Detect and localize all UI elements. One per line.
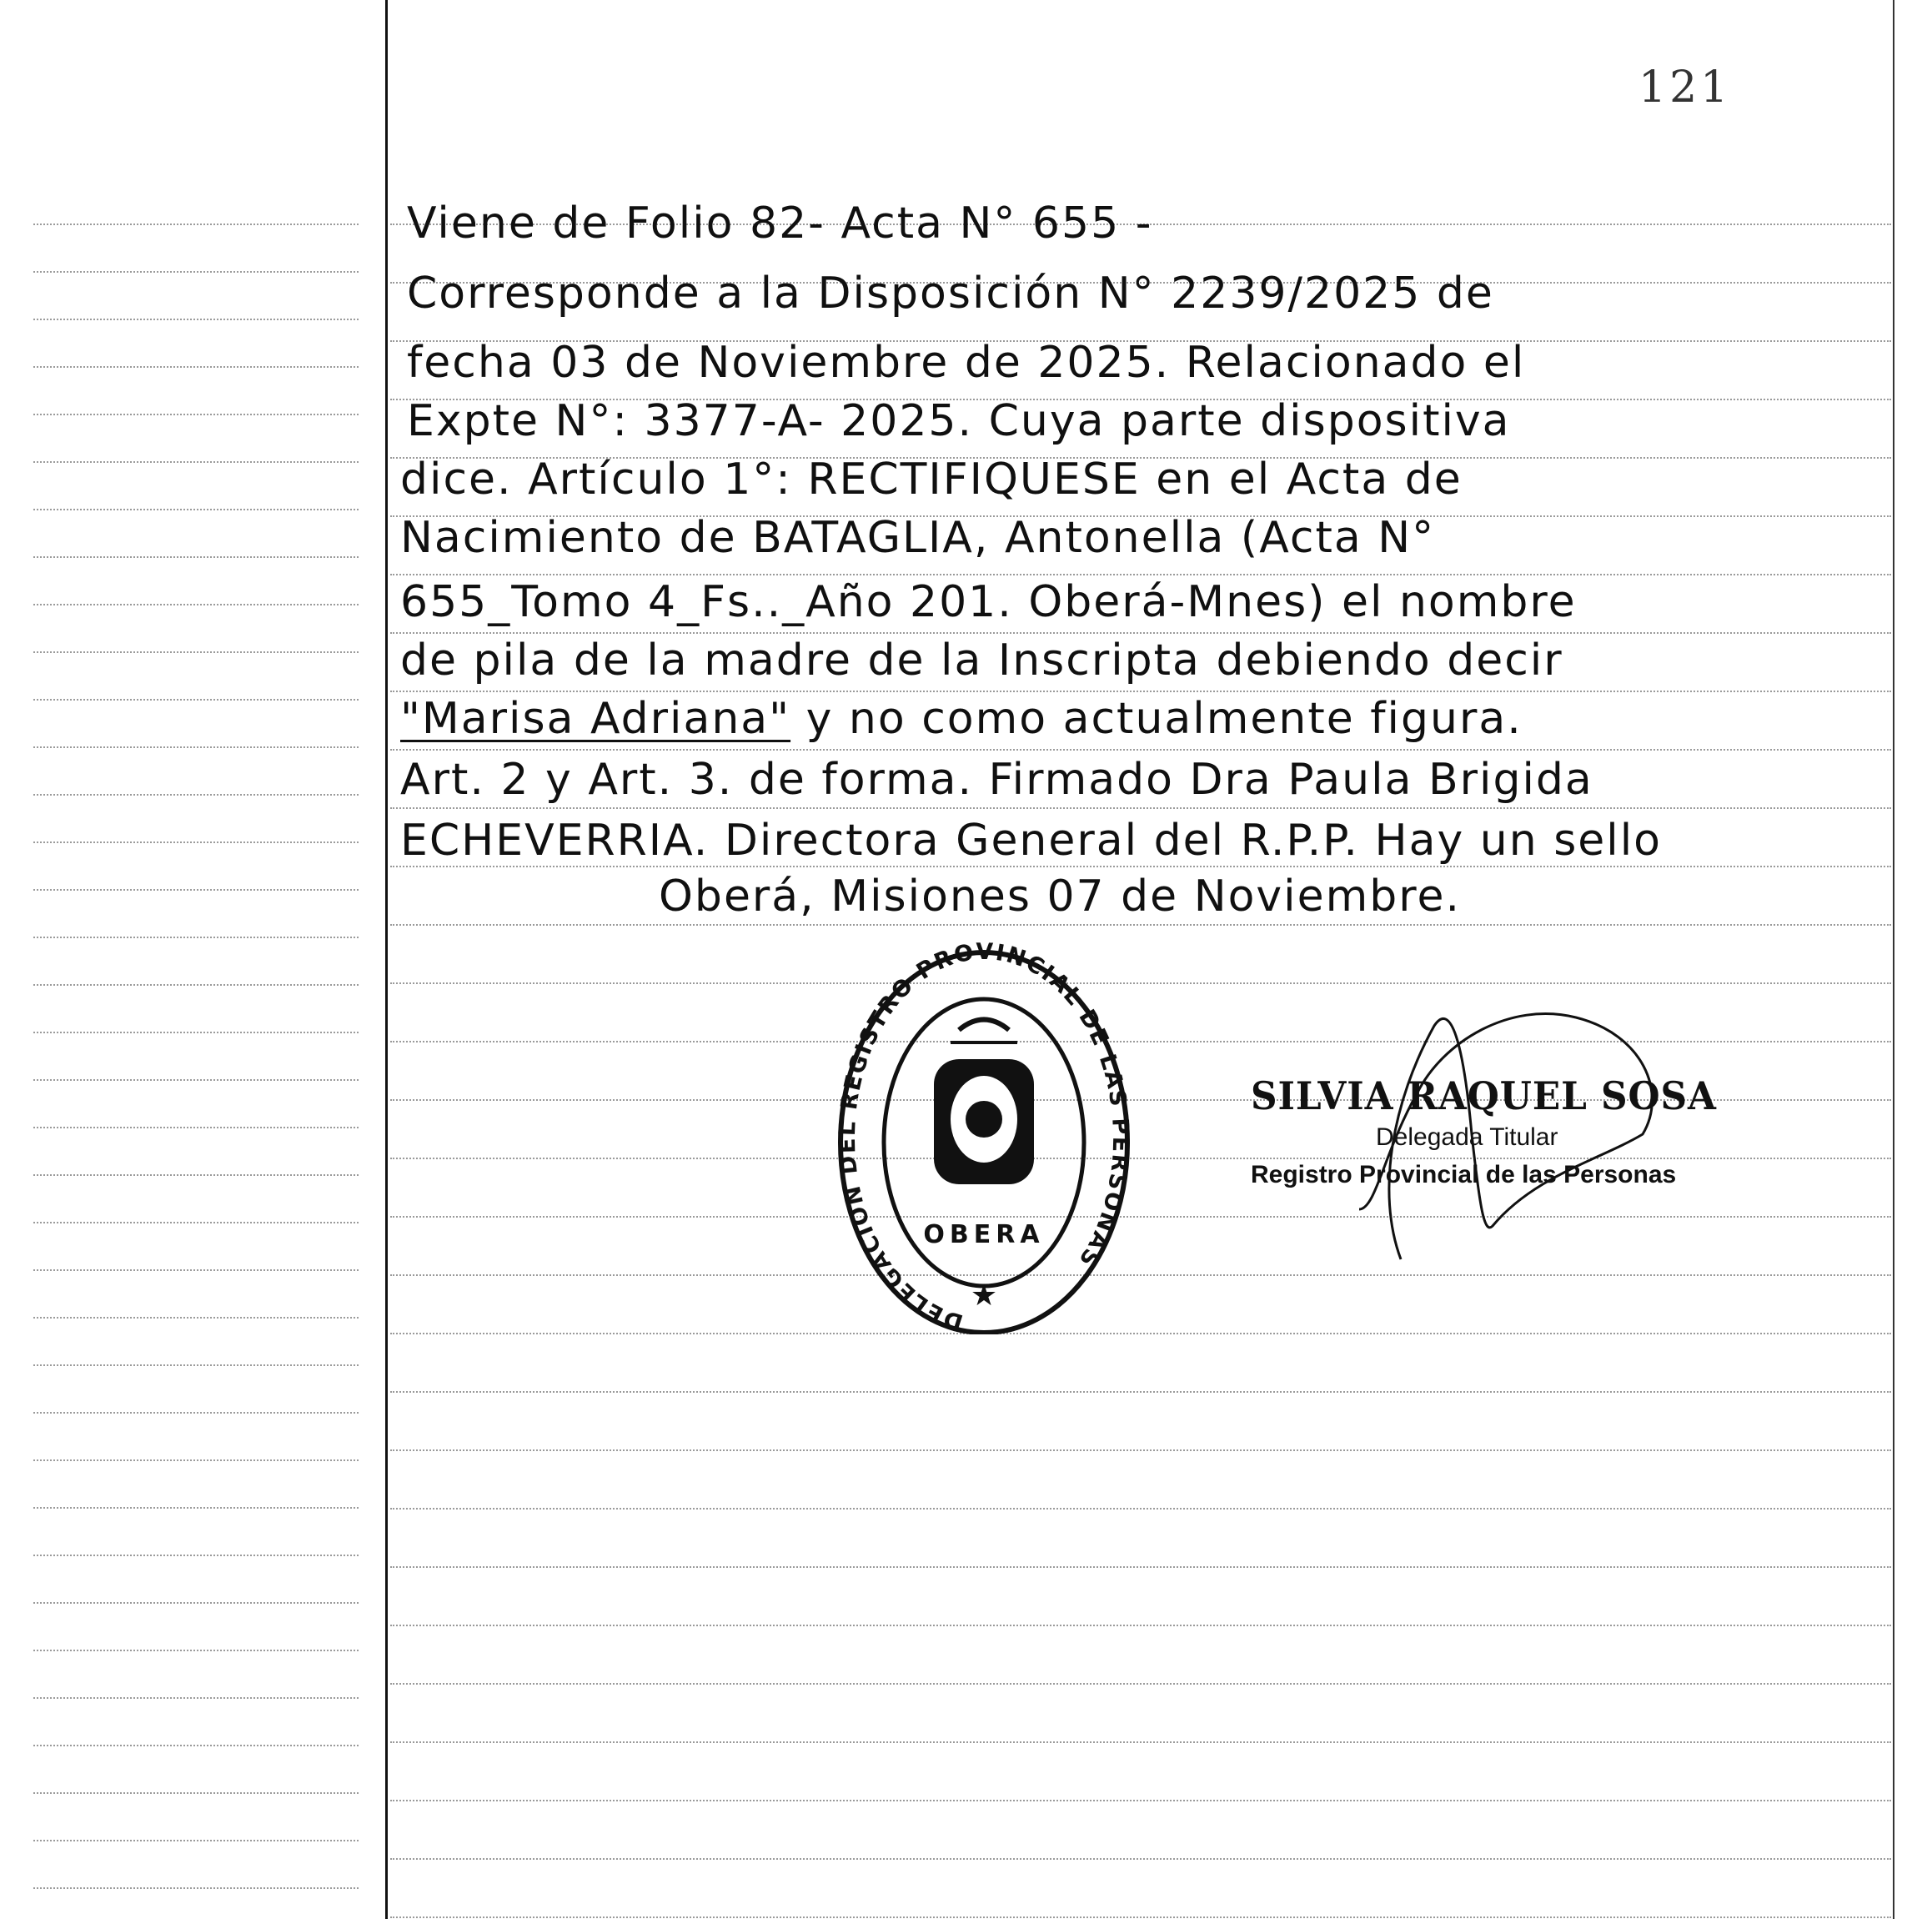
handwritten-line-6: Nacimiento de BATAGLIA, Antonella (Acta N°	[400, 513, 1436, 563]
left-ruled-line	[33, 937, 359, 938]
left-ruled-line	[33, 1650, 359, 1651]
ruled-line	[390, 1508, 1891, 1510]
ruled-line	[390, 632, 1891, 634]
ruled-line	[390, 1449, 1891, 1451]
ruled-line	[390, 1916, 1891, 1918]
left-ruled-line	[33, 1412, 359, 1414]
signatory-name: SILVIA RAQUEL SOSA	[1251, 1073, 1717, 1118]
ruled-line	[390, 1391, 1891, 1393]
left-ruled-line	[33, 841, 359, 843]
ruled-line	[390, 866, 1891, 867]
handwritten-line-9	[400, 694, 1523, 744]
left-ruled-line	[33, 366, 359, 368]
left-ruled-line	[33, 1269, 359, 1271]
left-ruled-line	[33, 984, 359, 986]
ruled-line	[390, 1566, 1891, 1568]
left-ruled-line	[33, 1079, 359, 1081]
left-ruled-line	[33, 1317, 359, 1319]
left-ruled-line	[33, 1840, 359, 1841]
signatory-organization: Registro Provincial de las Personas	[1251, 1161, 1677, 1188]
left-ruled-line	[33, 556, 359, 558]
left-ruled-line	[33, 509, 359, 510]
left-ruled-line	[33, 1555, 359, 1556]
left-ruled-line	[33, 224, 359, 225]
ruled-line	[390, 1625, 1891, 1626]
ruled-line	[390, 1683, 1891, 1685]
seal-outer-text: DELEGACION DEL REGISTRO PROVINCIAL DE LAS PERSONAS	[834, 938, 1134, 1334]
signatory-title: Delegada Titular	[1376, 1123, 1558, 1151]
handwritten-line-4: Expte N°: 3377-A- 2025. Cuya parte dispositiva	[407, 396, 1511, 446]
margin-line-right	[1893, 0, 1894, 1919]
quoted-mother-name: "Marisa Adriana"	[400, 694, 791, 744]
handwritten-line-2: Corresponde a la Disposición N° 2239/2025 de	[407, 269, 1494, 319]
left-ruled-line	[33, 1174, 359, 1176]
page-number: 121	[1638, 63, 1732, 113]
handwritten-line-5: dice. Artículo 1°: RECTIFIQUESE en el Acta de	[400, 455, 1463, 505]
ruled-line	[390, 982, 1891, 984]
left-ruled-line	[33, 1364, 359, 1366]
handwritten-line-9-rest: y no como actualmente figura.	[805, 694, 1523, 744]
ruled-line	[390, 574, 1891, 575]
left-ruled-line	[33, 1602, 359, 1604]
star-icon: ★	[970, 1278, 998, 1313]
left-ruled-line	[33, 1792, 359, 1794]
ruled-line	[390, 1858, 1891, 1860]
left-ruled-line	[33, 746, 359, 748]
left-ruled-line	[33, 889, 359, 891]
left-ruled-line	[33, 1032, 359, 1033]
handwritten-line-10: Art. 2 y Art. 3. de forma. Firmado Dra Paula Brigida	[400, 755, 1593, 805]
seal-inner-text: OBERA	[923, 1220, 1045, 1249]
handwritten-line-3: fecha 03 de Noviembre de 2025. Relacionado el	[407, 338, 1526, 388]
left-ruled-line	[33, 1745, 359, 1746]
left-ruled-line	[33, 604, 359, 605]
handwritten-line-11: ECHEVERRIA. Directora General del R.P.P. Hay un sello	[400, 816, 1662, 866]
left-ruled-line	[33, 461, 359, 463]
ruled-line	[390, 924, 1891, 926]
ruled-line	[390, 1741, 1891, 1743]
left-ruled-line	[33, 699, 359, 701]
ruled-line	[390, 1274, 1891, 1276]
left-ruled-line	[33, 319, 359, 320]
ruled-line	[390, 1333, 1891, 1334]
handwritten-line-12: Oberá, Misiones 07 de Noviembre.	[659, 872, 1462, 922]
left-ruled-line	[33, 414, 359, 415]
margin-line-left	[385, 0, 388, 1919]
ruled-line	[390, 1800, 1891, 1801]
ruled-line	[390, 1158, 1891, 1159]
coat-of-arms-icon	[934, 1020, 1034, 1185]
left-ruled-line	[33, 1127, 359, 1128]
left-ruled-line	[33, 651, 359, 653]
ruled-line	[390, 1041, 1891, 1042]
left-ruled-line	[33, 1507, 359, 1509]
official-seal	[834, 934, 1134, 1334]
handwritten-line-8: de pila de la madre de la Inscripta debiendo decir	[400, 635, 1563, 686]
left-ruled-line	[33, 794, 359, 796]
left-ruled-line	[33, 1697, 359, 1699]
left-ruled-line	[33, 1887, 359, 1889]
ruled-line	[390, 807, 1891, 809]
ruled-line	[390, 1216, 1891, 1218]
handwritten-line-1: Viene de Folio 82- Acta N° 655 -	[407, 198, 1153, 249]
left-ruled-line	[33, 1222, 359, 1223]
handwritten-line-7: 655_Tomo 4_Fs.._Año 201. Oberá-Mnes) el nombre	[400, 577, 1577, 627]
ruled-line	[390, 749, 1891, 751]
ruled-line	[390, 691, 1891, 692]
left-ruled-line	[33, 1459, 359, 1461]
left-ruled-line	[33, 271, 359, 273]
